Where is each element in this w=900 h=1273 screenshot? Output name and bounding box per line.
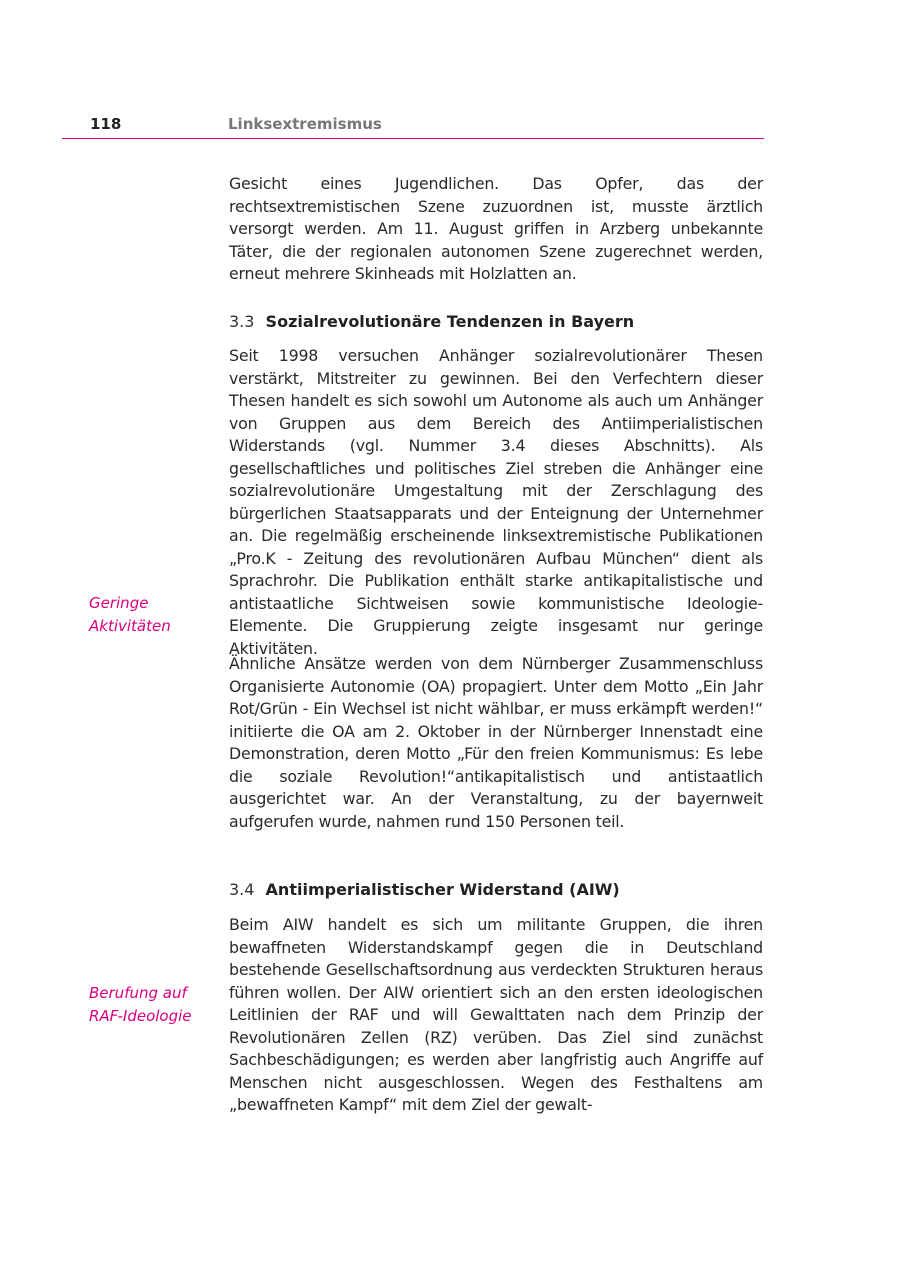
paragraph-text: Beim AIW handelt es sich um militante Gruppen, die ihren bewaffneten Widerstandskampf gegen die in Deutschland bestehende Gesellschaftsordnung aus verdeckten Strukturen heraus führen wollen. Der AIW orientiert sich an den ersten ideologischen Leitlinien der RAF und will Gewalttaten nach dem Prinzip der Revolutionären Zellen (RZ) verüben. Das Ziel sind zunächst Sachbeschädigungen; es werden aber langfristig auch Angriffe auf Menschen nicht ausgeschlossen. Wegen des Festhaltens am „bewaffneten Kampf“ mit dem Ziel der gewalt- — [229, 915, 763, 1114]
section-title: Sozialrevolutionäre Tendenzen in Bayern — [265, 312, 635, 331]
paragraph-3 — [229, 653, 763, 833]
margin-note-line: Geringe — [89, 594, 149, 612]
margin-note-line: Aktivitäten — [89, 617, 171, 635]
page-header — [62, 113, 764, 139]
section-heading-3-3 — [229, 312, 763, 331]
section-number: 3.4 — [229, 880, 255, 899]
paragraph-text: Seit 1998 versuchen Anhänger sozialrevolutionärer Thesen verstärkt, Mitstreiter zu gewinnen. Bei den Verfechtern dieser Thesen handelt es sich sowohl um Autonome als auch um Anhänger von Gruppen aus dem Bereich des Antiimperialistischen Widerstands (vgl. Nummer 3.4 dieses Abschnitts). Als gesellschaftliches und politisches Ziel streben die Anhänger eine sozialrevolutionäre Umgestaltung mit der Zerschlagung des bürgerlichen Staatsapparats und der Enteignung der Unternehmer an. Die regelmäßig erscheinende linksextremistische Publikationen „Pro.K - Zeitung des revolutionären Aufbau München“ dient als Sprachrohr. Die Publikation enthält starke antikapitalistische und antistaatliche Sichtweisen sowie kommunistische Ideologie-Elemente. Die Gruppierung zeigte insgesamt nur geringe Aktivitäten. — [229, 346, 763, 658]
margin-note-geringe-aktivitaeten — [89, 592, 219, 638]
margin-note-line: Berufung auf — [89, 984, 187, 1002]
margin-note-raf-ideologie — [89, 982, 219, 1028]
paragraph-text: Gesicht eines Jugendlichen. Das Opfer, das der rechtsextremistischen Szene zuzuordnen ist, musste ärztlich versorgt werden. Am 11. August griffen in Arzberg unbekannte Täter, die der regionalen autonomen Szene zugerechnet werden, erneut mehrere Skinheads mit Holzlatten an. — [229, 174, 763, 283]
paragraph-2 — [229, 345, 763, 660]
section-heading-3-4 — [229, 880, 763, 899]
margin-note-line: RAF-Ideologie — [89, 1007, 192, 1025]
section-number: 3.3 — [229, 312, 255, 331]
running-title: Linksextremismus — [228, 115, 382, 133]
paragraph-text: Ähnliche Ansätze werden von dem Nürnberger Zusammenschluss Organisierte Autonomie (OA) propagiert. Unter dem Motto „Ein Jahr Rot/Grün - Ein Wechsel ist nicht wählbar, er muss erkämpft werden!“ initiierte die OA am 2. Oktober in der Nürnberger Innenstadt eine Demonstration, deren Motto „Für den freien Kommunismus: Es lebe die soziale Revolution!“antikapitalistisch und antistaatlich ausgerichtet war. An der Veranstaltung, zu der bayernweit aufgerufen wurde, nahmen rund 150 Personen teil. — [229, 654, 763, 831]
section-title: Antiimperialistischer Widerstand (AIW) — [265, 880, 620, 899]
paragraph-1 — [229, 173, 763, 286]
paragraph-4 — [229, 914, 763, 1117]
page-number: 118 — [90, 115, 122, 133]
